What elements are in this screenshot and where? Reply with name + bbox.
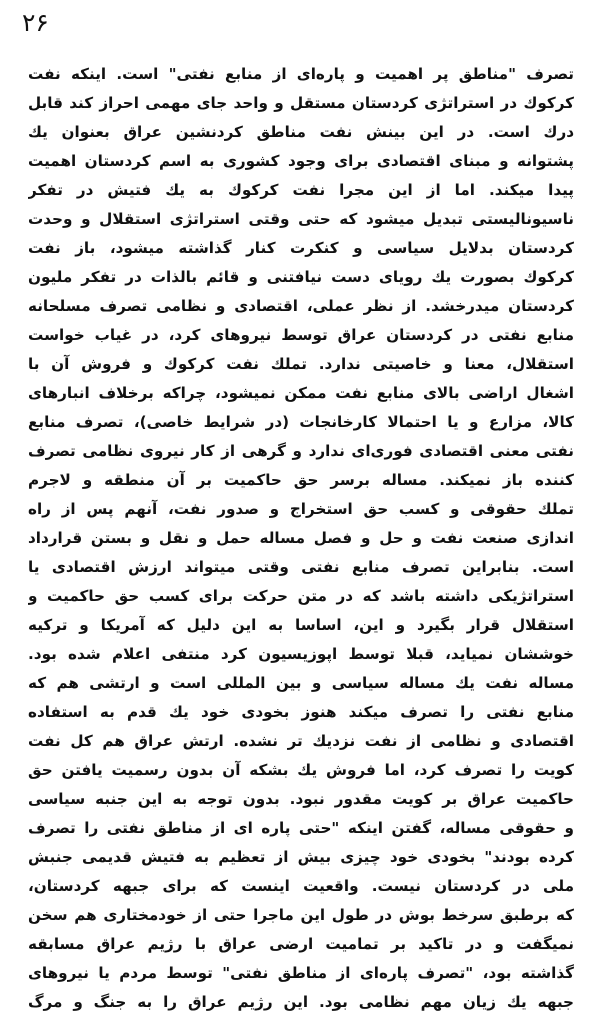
text-line: گذاشته بود، "تصرف پاره‌ای از مناطق نفتی" توسط مردم یا نیروهای: [28, 964, 574, 982]
text-line: نمیگفت و در تاکید بر تمامیت ارضی عراق با رژیم عراق مسابقه: [28, 935, 574, 953]
text-line: کالا، مزارع و یا احتمالا کارخانجات (در شرایط خاصی)، تصرف منابع: [28, 413, 574, 431]
text-line: تصرف "مناطق پر اهمیت و پاره‌ای از منابع نفتی" است. اینکه نفت: [28, 65, 574, 83]
text-line: تملك حقوقی و کسب حق استخراج و صدور نفت، آنهم پس از راه: [28, 500, 574, 518]
text-line: اقتصادی و نظامی از نفت نزدیك تر نشده. ارتش عراق هم کل نفت: [28, 732, 574, 750]
text-line: کردستان میدرخشد. از نظر عملی، اقتصادی و نظامی تصرف مسلحانه: [28, 297, 574, 315]
text-line: درك است. در این بینش نفت مناطق کردنشین عراق بعنوان یك: [28, 123, 574, 141]
text-line: مساله نفت یك مساله سیاسی و بین المللی است و ارتشی هم که: [28, 674, 574, 692]
text-line: استراتژیکی داشته باشد که در متن حرکت برای کسب حق حاکمیت و: [28, 587, 574, 605]
text-line: که برطبق سرخط بوش در طول این ماجرا حتی از خودمختاری هم سخن: [28, 906, 574, 924]
text-line: کویت را تصرف کرد، اما فروش یك بشکه آن بدون رسمیت یافتن حق: [28, 761, 574, 779]
text-line: کرکوك در استراتژی کردستان مستقل و واحد جای مهمی احراز کند قابل: [28, 94, 574, 112]
text-line: منابع نفتی را تصرف میکند هنوز بخودی خود یك قدم به استفاده: [28, 703, 574, 721]
page-number: ۲۶: [22, 8, 49, 37]
text-line: کرکوك بصورت یك رویای دست نیافتنی و قائم بالذات در تفکر ملیون: [28, 268, 574, 286]
text-line: کردستان بدلایل سیاسی و کنکرت کنار گذاشته میشود، باز نفت: [28, 239, 574, 257]
text-line: اندازی صنعت نفت و حل و فصل مساله حمل و نقل و بستن قرارداد: [28, 529, 574, 547]
text-line: ملی در کردستان نیست. واقعیت اینست که برای جبهه کردستان،: [28, 877, 574, 895]
text-line: و حقوقی مساله، گفتن اینکه "حتی پاره ای از مناطق نفتی را تصرف: [28, 819, 574, 837]
text-line: اشغال اراضی بالای منابع نفت ممکن نمیشود، چراکه برخلاف انبارهای: [28, 384, 574, 402]
text-line: کننده باز نمیکند. مساله برسر حق حاکمیت بر آن منطقه و لاجرم: [28, 471, 574, 489]
text-line: پشتوانه و مبنای اقتصادی برای وجود کشوری به اسم کردستان اهمیت: [28, 152, 574, 170]
text-line: جبهه یك زیان مهم نظامی بود. این رژیم عراق را به جنگ و مرگ: [28, 993, 574, 1011]
text-line: نفتی معنی اقتصادی فوری‌ای ندارد و گرهی از کار نیروی نظامی تصرف: [28, 442, 574, 460]
text-line: است. بنابراین تصرف منابع نفتی وقتی میتواند ارزش اقتصادی یا: [28, 558, 574, 576]
text-line: پیدا میکند. اما از این مجرا نفت کرکوك به یك فتیش در تفکر: [28, 181, 574, 199]
text-line: حاکمیت عراق بر کویت مقدور نبود. بدون توجه به این جنبه سیاسی: [28, 790, 574, 808]
text-line: استقلال قرار بگیرد و این، اساسا به این دلیل که آمریکا و ترکیه: [28, 616, 574, 634]
text-line: استقلال، معنا و خاصیتی ندارد. تملك نفت کرکوك و فروش آن با: [28, 355, 574, 373]
body-text: [28, 60, 574, 1017]
text-line: ناسیونالیستی تبدیل میشود که حتی وقتی استراتژی استقلال و وحدت: [28, 210, 574, 228]
text-line: خوششان نمیاید، قبلا توسط اپوزیسیون کرد منتفی اعلام شده بود.: [28, 645, 574, 663]
text-line: کرده بودند" بخودی خود چیزی بیش از تعظیم به فتیش قدیمی جنبش: [28, 848, 574, 866]
text-line: منابع نفتی در کردستان عراق توسط نیروهای کرد، در غیاب خواست: [28, 326, 574, 344]
